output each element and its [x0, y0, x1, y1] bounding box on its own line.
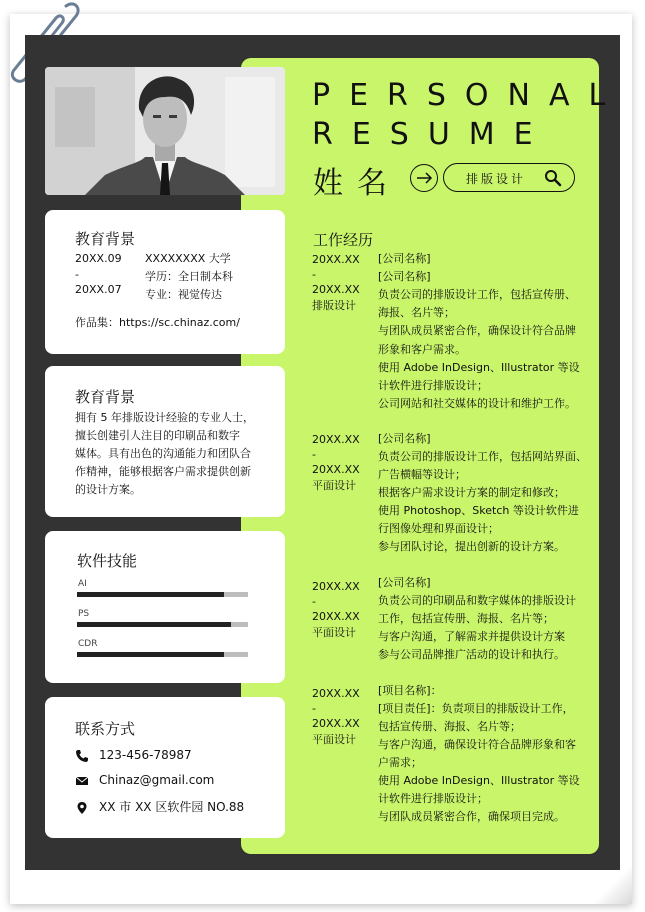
exp-line: 与团队成员紧密合作，确保设计符合品牌	[378, 324, 576, 337]
skill-label-ai: AI	[78, 579, 87, 589]
role-pill[interactable]	[443, 163, 575, 192]
exp-line: 使用 Adobe InDesign、Illustrator 等设	[378, 774, 580, 787]
exp-date-start: 20XX.XX	[312, 580, 360, 593]
experience-title: 工作经历	[313, 231, 374, 249]
contact-phone-row[interactable]	[75, 748, 192, 763]
exp-role: 平面设计	[312, 733, 356, 746]
profile-photo	[45, 67, 285, 195]
contact-address-row	[75, 798, 244, 815]
exp-line: 计软件进行排版设计；	[378, 792, 488, 805]
exp-line: 参与团队讨论，提出创新的设计方案。	[378, 540, 565, 553]
exp-line: 广告横幅等设计；	[378, 468, 466, 481]
education-date-start: 20XX.09	[75, 252, 122, 265]
phone-icon	[75, 749, 89, 763]
exp-date-sep: -	[312, 595, 316, 608]
exp-line: 与客户沟通，了解需求并提供设计方案	[378, 630, 565, 643]
skill-fill-ai	[77, 592, 224, 597]
skills-title: 软件技能	[77, 552, 138, 570]
profile-title: 教育背景	[75, 388, 136, 406]
education-date-end: 20XX.07	[75, 283, 122, 296]
exp-line: 参与公司品牌推广活动的设计和执行。	[378, 648, 565, 661]
exp-line: [公司名称]	[378, 432, 431, 445]
exp-date-sep: -	[312, 448, 316, 461]
location-icon	[75, 801, 89, 815]
search-icon	[544, 169, 562, 187]
exp-date-sep: -	[312, 268, 316, 281]
exp-line: 公司网站和社交媒体的设计和维护工作。	[378, 397, 576, 410]
skill-fill-ps	[77, 622, 231, 627]
exp-role: 平面设计	[312, 479, 356, 492]
profile-line: 媒体。具有出色的沟通能力和团队合	[75, 447, 251, 460]
exp-line: [公司名称]	[378, 270, 431, 283]
arrow-right-icon	[411, 165, 437, 191]
exp-date-end: 20XX.XX	[312, 463, 360, 476]
resume-title-line1: PERSONAL	[312, 78, 625, 113]
exp-line: 行图像处理和界面设计；	[378, 522, 499, 535]
exp-line: 负责公司的排版设计工作，包括宣传册、	[378, 288, 576, 301]
exp-line: 包括宣传册、海报、名片等；	[378, 720, 521, 733]
education-title: 教育背景	[75, 230, 136, 248]
profile-line: 的设计方案。	[75, 483, 141, 496]
education-date-sep: -	[75, 268, 79, 281]
exp-date-end: 20XX.XX	[312, 717, 360, 730]
page-curl	[592, 864, 632, 904]
skill-label-cdr: CDR	[78, 639, 98, 649]
exp-role: 排版设计	[312, 299, 356, 312]
contact-email-row[interactable]	[75, 773, 214, 788]
skill-bar-cdr	[77, 652, 248, 657]
arrow-button[interactable]	[410, 164, 438, 192]
exp-line: 计软件进行排版设计；	[378, 379, 488, 392]
exp-date-sep: -	[312, 702, 316, 715]
skill-label-ps: PS	[78, 609, 90, 619]
exp-date-start: 20XX.XX	[312, 687, 360, 700]
exp-line: [项目名称]：	[378, 684, 442, 697]
skill-fill-cdr	[77, 652, 224, 657]
exp-line: 户需求；	[378, 756, 422, 769]
contact-title: 联系方式	[75, 720, 136, 738]
exp-line: 负责公司的印刷品和数字媒体的排版设计	[378, 594, 576, 607]
candidate-name: 姓名	[313, 166, 401, 201]
role-label: 排版设计	[466, 172, 527, 186]
skill-bar-ps	[77, 622, 248, 627]
exp-role: 平面设计	[312, 626, 356, 639]
exp-line: 与客户沟通，确保设计符合品牌形象和客	[378, 738, 576, 751]
exp-date-start: 20XX.XX	[312, 253, 360, 266]
education-school: XXXXXXXX 大学	[145, 252, 231, 265]
contact-email: Chinaz@gmail.com	[99, 773, 215, 787]
contact-address: XX 市 XX 区软件园 NO.88	[99, 800, 245, 814]
exp-line: 使用 Photoshop、Sketch 等设计软件进	[378, 504, 579, 517]
profile-card	[45, 366, 285, 517]
exp-line: 工作，包括宣传册、海报、名片等；	[378, 612, 554, 625]
exp-line: 使用 Adobe InDesign、Illustrator 等设	[378, 361, 580, 374]
exp-date-end: 20XX.XX	[312, 283, 360, 296]
exp-line: 形象和客户需求。	[378, 343, 466, 356]
exp-line: [公司名称]	[378, 576, 431, 589]
exp-line: [公司名称]	[378, 252, 431, 265]
mail-icon	[75, 774, 89, 788]
skill-bar-ai	[77, 592, 248, 597]
education-degree: 学历：全日制本科	[145, 270, 233, 283]
profile-line: 作精神，能够根据客户需求提供创新	[75, 465, 251, 478]
exp-date-start: 20XX.XX	[312, 433, 360, 446]
education-major: 专业：视觉传达	[145, 288, 222, 301]
profile-line: 拥有 5 年排版设计经验的专业人士，	[75, 411, 254, 424]
exp-line: 根据客户需求设计方案的制定和修改；	[378, 486, 565, 499]
contact-phone: 123-456-78987	[99, 748, 192, 762]
exp-line: 海报、名片等；	[378, 306, 455, 319]
resume-title-line2: RESUME	[312, 117, 552, 152]
exp-line: [项目责任]：负责项目的排版设计工作，	[378, 702, 574, 715]
education-card	[45, 210, 285, 354]
exp-line: 与团队成员紧密合作，确保项目完成。	[378, 810, 565, 823]
exp-line: 负责公司的排版设计工作，包括网站界面、	[378, 450, 587, 463]
profile-line: 擅长创建引人注目的印刷品和数字	[75, 429, 240, 442]
education-portfolio: 作品集：https://sc.chinaz.com/	[75, 316, 240, 329]
exp-date-end: 20XX.XX	[312, 610, 360, 623]
